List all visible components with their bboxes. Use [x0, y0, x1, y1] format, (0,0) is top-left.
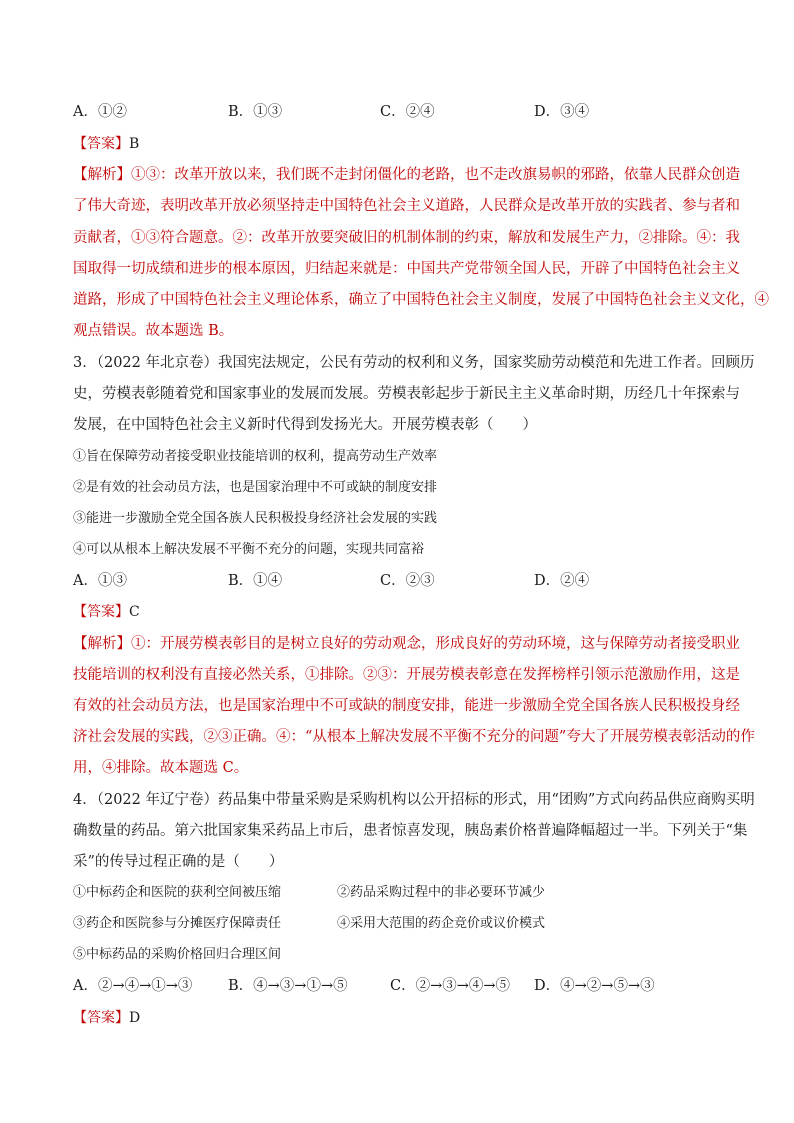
q2-analysis-line-5: 道路，形成了中国特色社会主义理论体系，确立了中国特色社会主义制度，发展了中国特色社会主义文化，④ [73, 292, 769, 308]
q4-statement-4: ④采用大范围的药企竞价或议价模式 [337, 916, 546, 931]
q4-option-b: B．④→③→①→⑤ [228, 978, 348, 994]
q4-statement-1: ①中标药企和医院的获利空间被压缩 [73, 885, 282, 900]
answer-letter: C [129, 604, 140, 620]
q3-stem-line-3: 发展，在中国特色社会主义新时代得到发扬光大。开展劳模表彰（ ） [73, 417, 537, 433]
answer-tag: 【答案】 [73, 136, 129, 152]
q4-statement-5: ⑤中标药品的采购价格回归合理区间 [73, 947, 282, 962]
q4-statement-3: ③药企和医院参与分摊医疗保障责任 [73, 916, 282, 931]
analysis-tag: 【解析】 [73, 636, 131, 652]
q3-analysis-line-4: 济社会发展的实践，②③正确。④：“从根本上解决发展不平衡不充分的问题”夸大了开展劳模表彰活动的作 [73, 729, 755, 745]
q2-answer [73, 134, 733, 154]
q3-option-b: B．①④ [228, 573, 283, 589]
q3-statement-4: ④可以从根本上解决发展不平衡不充分的问题，实现共同富裕 [73, 542, 425, 557]
q2-analysis-line-4: 国取得一切成绩和进步的根本原因，归结起来就是：中国共产党带领全国人民，开辟了中国特色社会主义 [73, 261, 740, 277]
q4-stem-line-1: 4．（2022 年辽宁卷）药品集中带量采购是采购机构以公开招标的形式，用“团购”方式向药品供应商购买明 [73, 792, 755, 808]
q4-answer [73, 1008, 733, 1028]
q2-option-b: B．①③ [228, 104, 283, 120]
q4-stem-line-3: 采”的传导过程正确的是（ ） [73, 854, 284, 870]
q3-answer [73, 602, 733, 622]
q3-analysis-line-2: 技能培训的权利没有直接必然关系，①排除。②③：开展劳模表彰意在发挥榜样引领示范激励作用，这是 [73, 667, 740, 683]
q3-analysis-line-1: 【解析】①：开展劳模表彰目的是树立良好的劳动观念，形成良好的劳动环境，这与保障劳动者接受职业 [73, 636, 740, 652]
q3-stem-line-2: 史，劳模表彰随着党和国家事业的发展而发展。劳模表彰起步于新民主主义革命时期，历经几十年探索与 [73, 386, 740, 402]
q3-statement-2: ②是有效的社会动员方法，也是国家治理中不可或缺的制度安排 [73, 480, 438, 495]
answer-tag: 【答案】 [73, 1010, 129, 1026]
q2-option-d: D．③④ [534, 104, 590, 120]
q4-option-d: D．④→②→⑤→③ [534, 978, 655, 994]
q4-option-a: A．②→④→①→③ [73, 978, 193, 994]
q3-option-c: C．②③ [380, 573, 435, 589]
answer-letter: B [129, 136, 140, 152]
q3-statement-1: ①旨在保障劳动者接受职业技能培训的权利，提高劳动生产效率 [73, 449, 438, 464]
q2-analysis-line-2: 了伟大奇迹，表明改革开放必须坚持走中国特色社会主义道路，人民群众是改革开放的实践者、参与者和 [73, 198, 740, 214]
q3-statement-3: ③能进一步激励全党全国各族人民积极投身经济社会发展的实践 [73, 511, 438, 526]
q4-statement-2: ②药品采购过程中的非必要环节减少 [337, 885, 546, 900]
q3-option-a: A．①③ [73, 573, 127, 589]
q2-option-a: A．①② [73, 104, 127, 120]
q3-analysis-line-3: 有效的社会动员方法，也是国家治理中不可或缺的制度安排，能进一步激励全党全国各族人民积极投身经 [73, 698, 740, 714]
analysis-tag: 【解析】 [73, 167, 131, 183]
q2-option-c: C．②④ [380, 104, 435, 120]
q2-analysis-line-6: 观点错误。故本题选 B。 [73, 323, 234, 339]
q3-analysis-line-5: 用，④排除。故本题选 C。 [73, 760, 249, 776]
q2-analysis-line-1: 【解析】①③：改革开放以来，我们既不走封闭僵化的老路，也不走改旗易帜的邪路，依靠人民群众创造 [73, 167, 740, 183]
q3-stem-line-1: 3．（2022 年北京卷）我国宪法规定，公民有劳动的权利和义务，国家奖励劳动模范和先进工作者。回顾历 [73, 355, 755, 371]
answer-tag: 【答案】 [73, 604, 129, 620]
q4-stem-line-2: 确数量的药品。第六批国家集采药品上市后，患者惊喜发现，胰岛素价格普遍降幅超过一半。下列关于“集 [73, 823, 748, 839]
answer-letter: D [129, 1010, 141, 1026]
q2-analysis-line-3: 贡献者，①③符合题意。②：改革开放要突破旧的机制体制的约束，解放和发展生产力，②排除。④：我 [73, 230, 740, 246]
q3-option-d: D．②④ [534, 573, 590, 589]
q4-option-c: C．②→③→④→⑤ [390, 978, 511, 994]
